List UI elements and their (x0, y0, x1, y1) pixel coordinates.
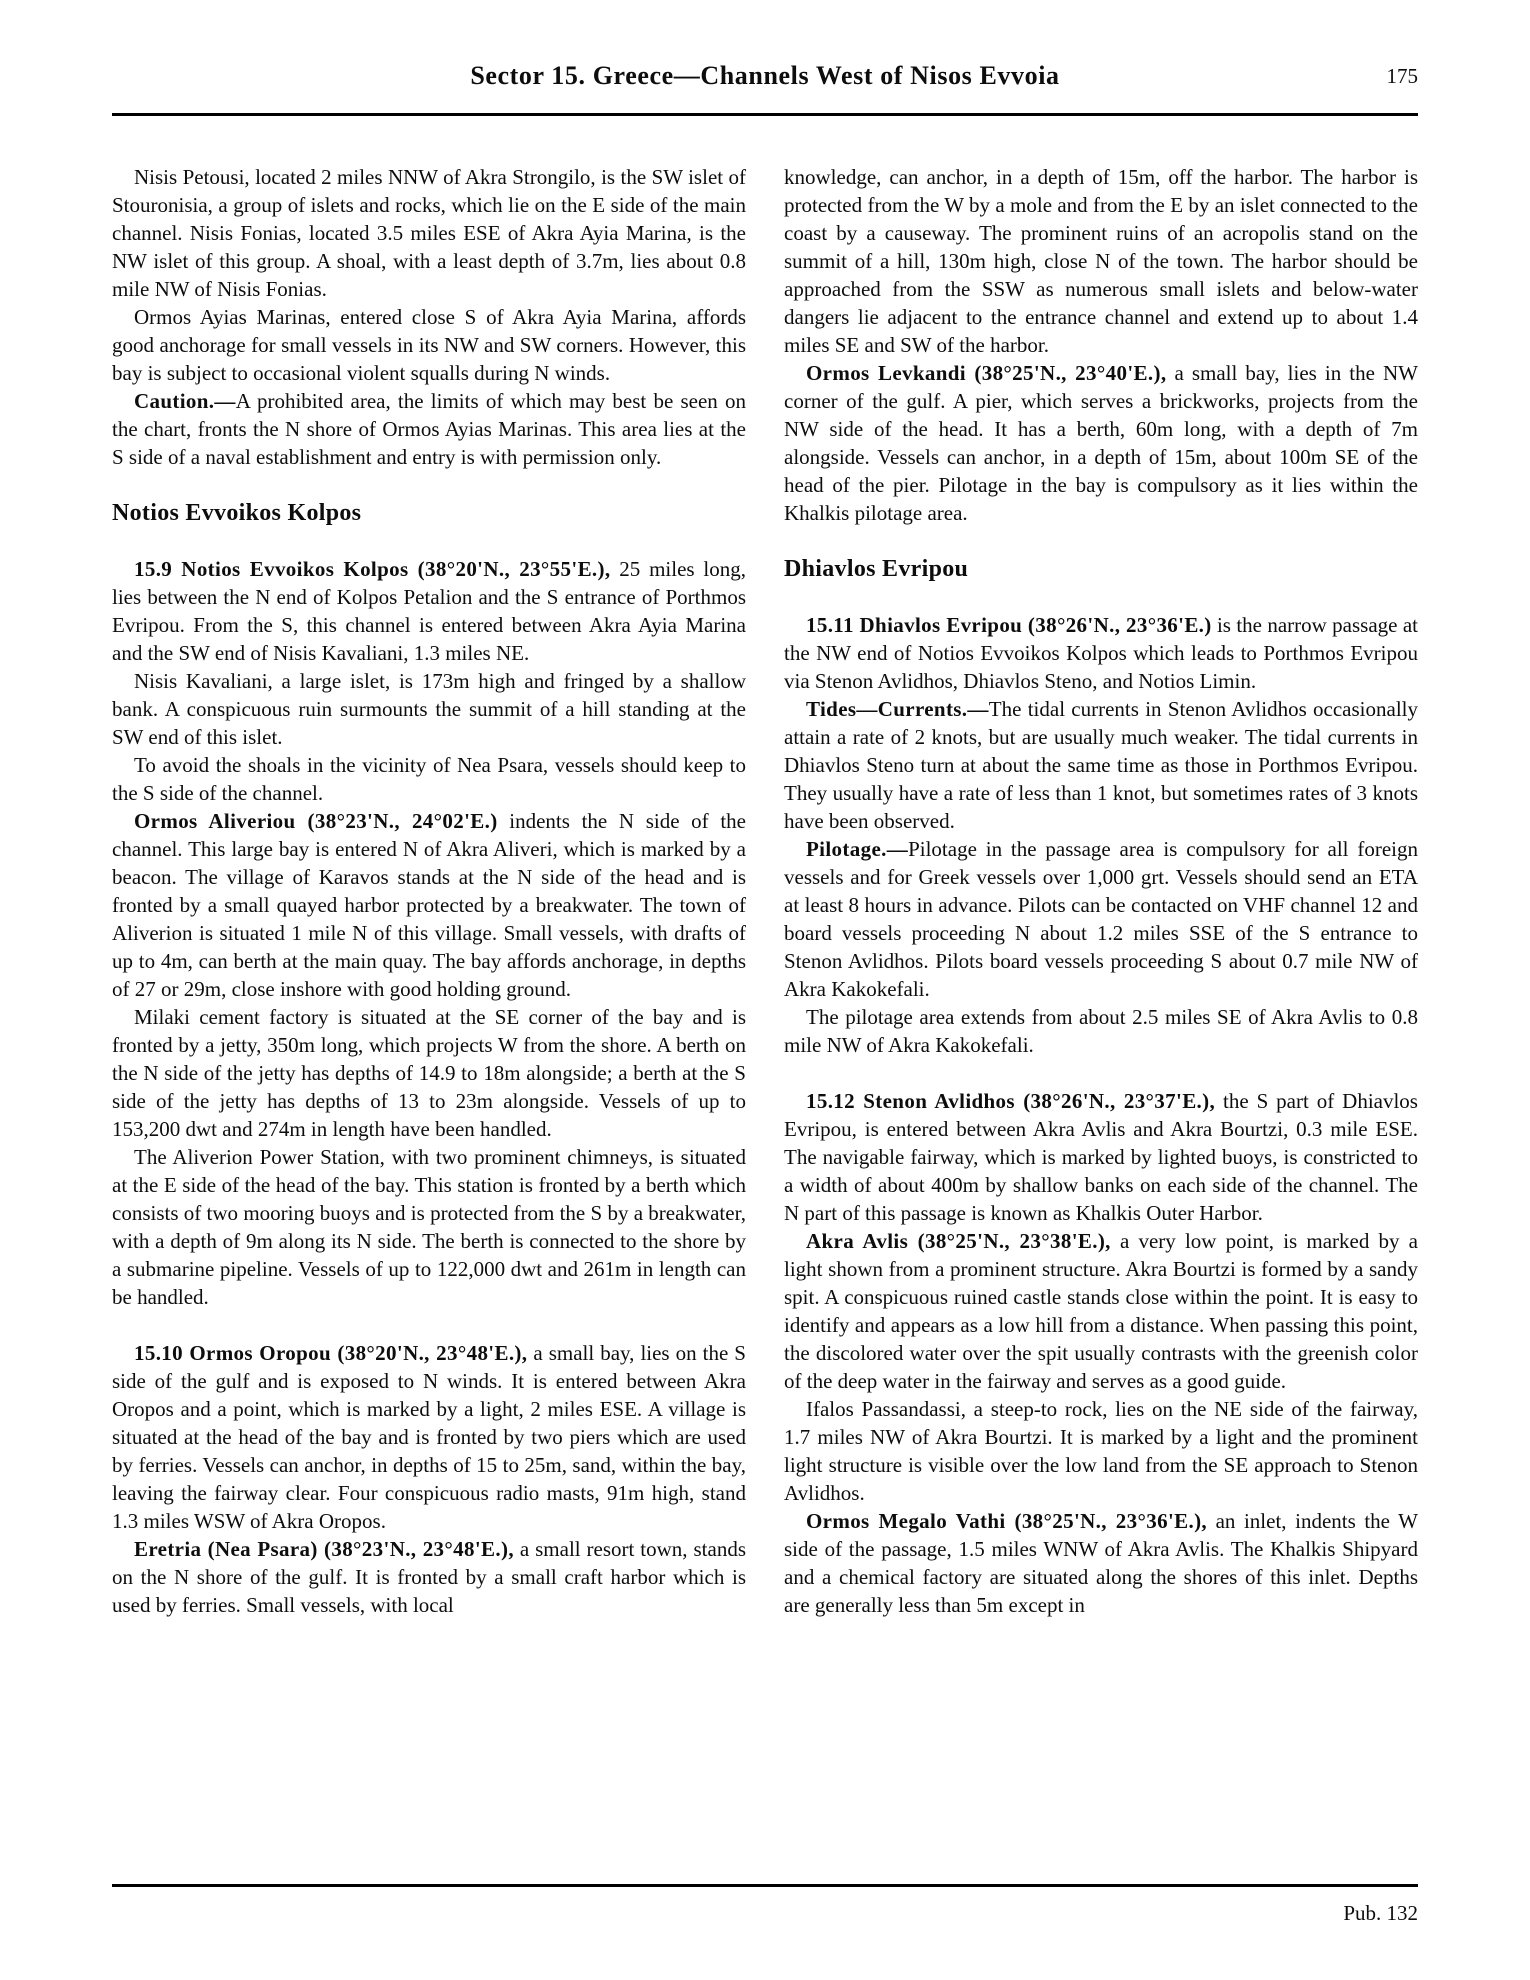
paragraph-lead: Akra Avlis (38°25'N., 23°38'E.), (806, 1229, 1111, 1253)
paragraph-lead: Ormos Levkandi (38°25'N., 23°40'E.), (806, 361, 1167, 385)
paragraph-text: 25 miles long, lies between the N end of Kolpos Petalion and the S entrance of Porthmos Evripou. From the S, this channel is entered between Akra Ayia Marina and the SW end of Nisis Kavaliani, 1.3 miles NE. (112, 557, 746, 665)
paragraph-text: Ifalos Passandassi, a steep-to rock, lies on the NE side of the fairway, 1.7 miles NW of Akra Bourtzi. It is marked by a light and the prominent light structure is visible over the low land from the SE approach to Stenon Avlidhos. (784, 1397, 1418, 1505)
paragraph (784, 835, 1418, 1003)
paragraph (112, 303, 746, 387)
paragraph (112, 1339, 746, 1535)
page-number: 175 (1386, 64, 1418, 88)
page-header (112, 58, 1418, 116)
paragraph (112, 807, 746, 1003)
paragraph (784, 1395, 1418, 1507)
section-heading: Notios Evvoikos Kolpos (112, 500, 362, 526)
paragraph (112, 1003, 746, 1143)
paragraph-text: To avoid the shoals in the vicinity of Nea Psara, vessels should keep to the S side of the channel. (112, 753, 746, 805)
paragraph (784, 1227, 1418, 1395)
paragraph (112, 667, 746, 751)
paragraph-lead: 15.12 Stenon Avlidhos (38°26'N., 23°37'E.), (806, 1089, 1216, 1113)
paragraph-text: Ormos Ayias Marinas, entered close S of Akra Ayia Marina, affords good anchorage for small vessels in its NW and SW corners. However, this bay is subject to occasional violent squalls during N winds. (112, 305, 746, 385)
paragraph-text: an inlet, indents the W side of the passage, 1.5 miles WNW of Akra Avlis. The Khalkis Shipyard and a chemical factory are situated along the shores of this inlet. Depths are generally less than 5m except in (784, 1509, 1418, 1617)
paragraph-lead: Ormos Megalo Vathi (38°25'N., 23°36'E.), (806, 1509, 1208, 1533)
paragraph-text: knowledge, can anchor, in a depth of 15m, off the harbor. The harbor is protected from the W by a mole and from the E by an islet connected to the coast by a causeway. The prominent ruins of an acropolis stand on the summit of a hill, 130m high, close N of the town. The harbor should be approached from the SSW as numerous small islets and below-water dangers lie adjacent to the entrance channel and extend up to about 1.4 miles SE and SW of the harbor. (784, 165, 1418, 357)
paragraph-lead: 15.9 Notios Evvoikos Kolpos (38°20'N., 23°55'E.), (134, 557, 611, 581)
paragraph-text: A prohibited area, the limits of which may best be seen on the chart, fronts the N shore of Ormos Ayias Marinas. This area lies at the S side of a naval establishment and entry is with permission only. (112, 389, 746, 469)
paragraph (784, 1507, 1418, 1619)
text-columns (112, 163, 1418, 1619)
paragraph-text: The Aliverion Power Station, with two prominent chimneys, is situated at the E side of the head of the bay. This station is fronted by a berth which consists of two mooring buoys and is protected from the S by a breakwater, with a depth of 9m along its N side. The berth is connected to the shore by a submarine pipeline. Vessels of up to 122,000 dwt and 261m in length can be handled. (112, 1145, 746, 1309)
paragraph-lead: Eretria (Nea Psara) (38°23'N., 23°48'E.), (134, 1537, 514, 1561)
paragraph-text: Pilotage in the passage area is compulsory for all foreign vessels and for Greek vessels over 1,000 grt. Vessels should send an ETA at least 8 hours in advance. Pilots can be contacted on VHF channel 12 and board vessels proceeding N about 1.2 miles SSE of the S entrance to Stenon Avlidhos. Pilots board vessels proceeding S about 0.7 mile NW of Akra Kakokefali. (784, 837, 1418, 1001)
paragraph-text: The tidal currents in Stenon Avlidhos occasionally attain a rate of 2 knots, but are usually much weaker. The tidal currents in Dhiavlos Steno turn at about the same time as those in Porthmos Evripou. They usually have a rate of less than 1 knot, but sometimes rates of 3 knots have been observed. (784, 697, 1418, 833)
header-row (112, 58, 1418, 94)
paragraph (784, 611, 1418, 695)
paragraph (112, 751, 746, 807)
paragraph-text: Nisis Kavaliani, a large islet, is 173m high and fringed by a shallow bank. A conspicuous ruin surmounts the summit of a hill standing at the SW end of this islet. (112, 669, 746, 749)
paragraph-lead: Tides—Currents.— (806, 697, 989, 721)
paragraph (784, 163, 1418, 359)
paragraph (112, 1143, 746, 1311)
header-rule (112, 113, 1418, 116)
paragraph-lead: 15.10 Ormos Oropou (38°20'N., 23°48'E.), (134, 1341, 528, 1365)
paragraph-lead: Pilotage.— (806, 837, 909, 861)
page-title: Sector 15. Greece—Channels West of Nisos Evvoia (470, 61, 1060, 90)
paragraph (784, 1087, 1418, 1227)
paragraph (112, 555, 746, 667)
footer-rule (112, 1884, 1418, 1887)
right-column (784, 163, 1418, 1619)
paragraph (784, 359, 1418, 527)
paragraph-lead: Ormos Aliveriou (38°23'N., 24°02'E.) (134, 809, 498, 833)
left-column (112, 163, 746, 1619)
page-footer (112, 1884, 1418, 1926)
paragraph-text: Nisis Petousi, located 2 miles NNW of Akra Strongilo, is the SW islet of Stouronisia, a group of islets and rocks, which lie on the E side of the main channel. Nisis Fonias, located 3.5 miles ESE of Akra Ayia Marina, is the NW islet of this group. A shoal, with a least depth of 3.7m, lies about 0.8 mile NW of Nisis Fonias. (112, 165, 746, 301)
paragraph-text: a very low point, is marked by a light shown from a prominent structure. Akra Bourtzi is formed by a sandy spit. A conspicuous ruined castle stands close within the point. It is easy to identify and appears as a low hill from a distance. When passing this point, the discolored water over the spit usually contrasts with the greenish color of the deep water in the fairway and serves as a good guide. (784, 1229, 1418, 1393)
paragraph-text: The pilotage area extends from about 2.5 miles SE of Akra Avlis to 0.8 mile NW of Akra Kakokefali. (784, 1005, 1418, 1057)
paragraph-text: a small bay, lies in the NW corner of the gulf. A pier, which serves a brickworks, projects from the NW side of the head. It has a berth, 60m long, with a depth of 7m alongside. Vessels can anchor, in a depth of 15m, about 100m SE of the head of the pier. Pilotage in the bay is compulsory as it lies within the Khalkis pilotage area. (784, 361, 1418, 525)
paragraph-text: the S part of Dhiavlos Evripou, is entered between Akra Avlis and Akra Bourtzi, 0.3 mile ESE. The navigable fairway, which is marked by lighted buoys, is constricted to a width of about 400m by shallow banks on each side of the channel. The N part of this passage is known as Khalkis Outer Harbor. (784, 1089, 1418, 1225)
paragraph (784, 695, 1418, 835)
section-heading: Dhiavlos Evripou (784, 556, 969, 582)
paragraph-text: indents the N side of the channel. This large bay is entered N of Akra Aliveri, which is marked by a beacon. The village of Karavos stands at the N side of the head and is fronted by a small quayed harbor protected by a breakwater. The town of Aliverion is situated 1 mile N of this village. Small vessels, with drafts of up to 4m, can berth at the main quay. The bay affords anchorage, in depths of 27 or 29m, close inshore with good holding ground. (112, 809, 746, 1001)
paragraph (112, 163, 746, 303)
paragraph-lead: Caution.— (134, 389, 236, 413)
paragraph-text: Milaki cement factory is situated at the SE corner of the bay and is fronted by a jetty, 350m long, which projects W from the shore. A berth on the N side of the jetty has depths of 14.9 to 18m alongside; a berth at the S side of the jetty has depths of 13 to 23m alongside. Vessels of up to 153,200 dwt and 274m in length have been handled. (112, 1005, 746, 1141)
paragraph-text: a small resort town, stands on the N shore of the gulf. It is fronted by a small craft harbor which is used by ferries. Small vessels, with local (112, 1537, 746, 1617)
paragraph-lead: 15.11 Dhiavlos Evripou (38°26'N., 23°36'E.) (806, 613, 1212, 637)
paragraph-text: is the narrow passage at the NW end of Notios Evvoikos Kolpos which leads to Porthmos Evripou via Stenon Avlidhos, Dhiavlos Steno, and Notios Limin. (784, 613, 1418, 693)
paragraph (112, 387, 746, 471)
publication-number: Pub. 132 (1343, 1901, 1418, 1925)
paragraph-text: a small bay, lies on the S side of the gulf and is exposed to N winds. It is entered between Akra Oropos and a point, which is marked by a light, 2 miles ESE. A village is situated at the head of the bay and is fronted by two piers which are used by ferries. Vessels can anchor, in depths of 15 to 25m, sand, within the bay, leaving the fairway clear. Four conspicuous radio masts, 91m high, stand 1.3 miles WSW of Akra Oropos. (112, 1341, 746, 1533)
paragraph (112, 1535, 746, 1619)
paragraph (784, 1003, 1418, 1059)
